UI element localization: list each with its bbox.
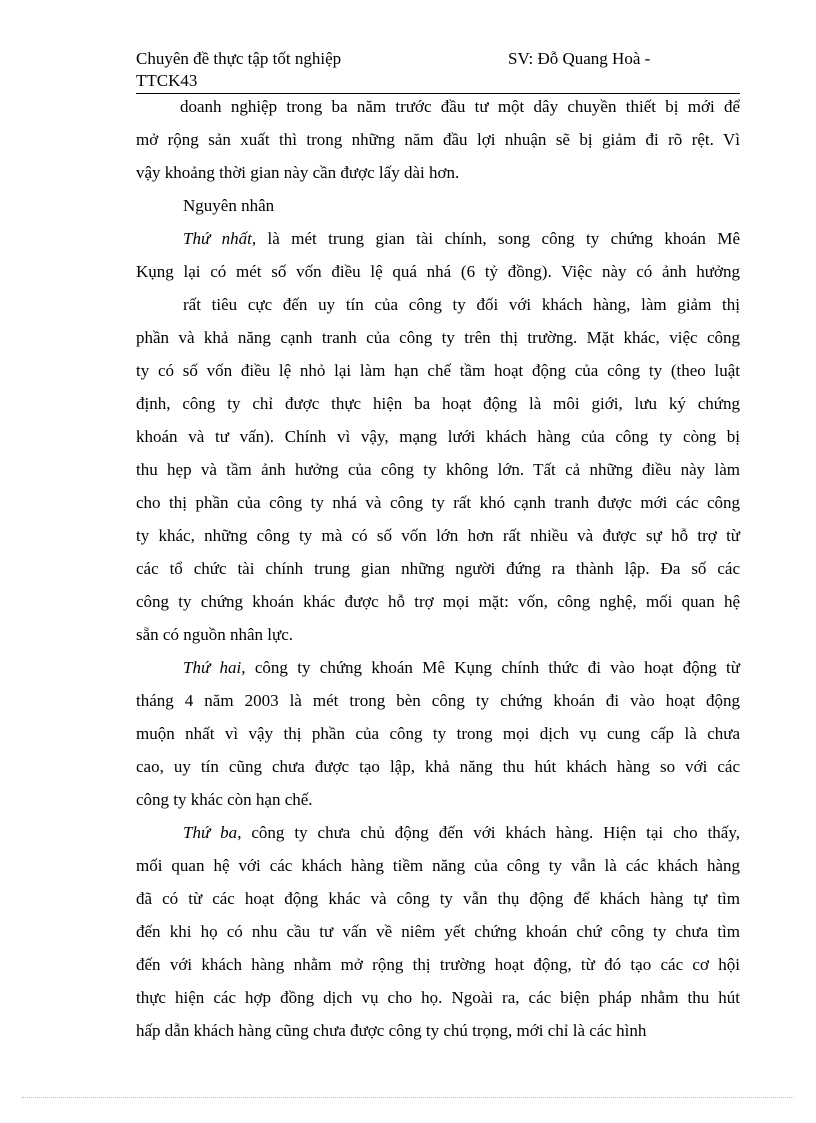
header-class-code: TTCK43	[136, 71, 198, 90]
text-line: phần và khả năng cạnh tranh của công ty trên thị trường. Mặt khác, việc công	[136, 328, 740, 347]
text-line: các tổ chức tài chính trung gian những người đứng ra thành lập. Đa số các	[136, 559, 740, 578]
text-line: cao, uy tín cũng chưa được tạo lập, khả năng thu hút khách hàng so với các	[136, 757, 740, 776]
paragraph-lead: Thứ ba	[183, 823, 238, 842]
text-line: Thứ hai, công ty chứng khoán Mê Kụng chính thức đi vào hoạt động từ	[183, 658, 740, 677]
paragraph-lead: Thứ hai	[183, 658, 242, 677]
paragraph-lead: Thứ nhất	[183, 229, 252, 248]
text-line: sẵn có nguồn nhân lực.	[136, 625, 293, 644]
text-line: công ty chứng khoán khác được hỗ trợ mọi mặt: vốn, công nghệ, mối quan hệ	[136, 592, 740, 611]
page-bottom-border	[22, 1097, 794, 1098]
text-line: rất tiêu cực đến uy tín của công ty đối với khách hàng, làm giảm thị	[183, 295, 740, 314]
text-line: đến khi họ có nhu cầu tư vấn về niêm yết chứng khoán chứ công ty chưa tìm	[136, 922, 740, 941]
text-line: khoán và tư vấn). Chính vì vậy, mạng lưới khách hàng của công ty còng bị	[136, 427, 740, 446]
text-line: hấp dẫn khách hàng cũng chưa được công ty chú trọng, mới chỉ là các hình	[136, 1021, 647, 1040]
header-rule	[136, 93, 740, 94]
text-line: đến với khách hàng nhằm mở rộng thị trường hoạt động, từ đó tạo các cơ hội	[136, 955, 740, 974]
text-line: muộn nhất vì vậy thị phần của công ty trong mọi dịch vụ cung cấp là chưa	[136, 724, 740, 743]
text-line: ty có số vốn điều lệ nhỏ lại làm hạn chế tầm hoạt động của công ty (theo luật	[136, 361, 740, 380]
text-line: định, công ty chỉ được thực hiện ba hoạt động là môi giới, lưu ký chứng	[136, 394, 740, 413]
text-line: mở rộng sản xuất thì trong những năm đầu lợi nhuận sẽ bị giảm đi rõ rệt. Vì	[136, 130, 740, 149]
text-line: cho thị phần của công ty nhá và công ty rất khó cạnh tranh được mới các công	[136, 493, 740, 512]
text-line: vậy khoảng thời gian này cần được lấy dài hơn.	[136, 163, 460, 182]
text-line: thu hẹp và tầm ảnh hưởng của công ty không lớn. Tất cả những điều này làm	[136, 460, 740, 479]
text-line: Thứ ba, công ty chưa chủ động đến với khách hàng. Hiện tại cho thấy,	[183, 823, 741, 842]
text-line: mối quan hệ với các khách hàng tiềm năng của công ty vẫn là các khách hàng	[136, 856, 740, 875]
text-line: Kụng lại có mét số vốn điều lệ quá nhá (6 tỷ đồng). Việc này có ảnh hưởng	[136, 262, 740, 281]
text-line: thực hiện các hợp đồng dịch vụ cho họ. Ngoài ra, các biện pháp nhằm thu hút	[136, 988, 740, 1007]
text-line: đã có từ các hoạt động khác và công ty vẫn thụ động để khách hàng tự tìm	[136, 889, 740, 908]
page-header	[136, 48, 740, 94]
text-line: Thứ nhất, là mét trung gian tài chính, song công ty chứng khoán Mê	[183, 229, 740, 248]
text-line: ty khác, những công ty mà có số vốn lớn hơn rất nhiều và được sự hỗ trợ từ	[136, 526, 740, 545]
text-line: tháng 4 năm 2003 là mét trong bèn công ty chứng khoán đi vào hoạt động	[136, 691, 740, 710]
text-line: công ty khác còn hạn chế.	[136, 790, 313, 809]
header-title: Chuyên đề thực tập tốt nghiệp	[136, 49, 342, 68]
section-heading: Nguyên nhân	[183, 196, 275, 215]
header-author: SV: Đỗ Quang Hoà -	[508, 49, 651, 68]
text-line: doanh nghiệp trong ba năm trước đầu tư một dây chuyền thiết bị mới để	[180, 97, 740, 116]
